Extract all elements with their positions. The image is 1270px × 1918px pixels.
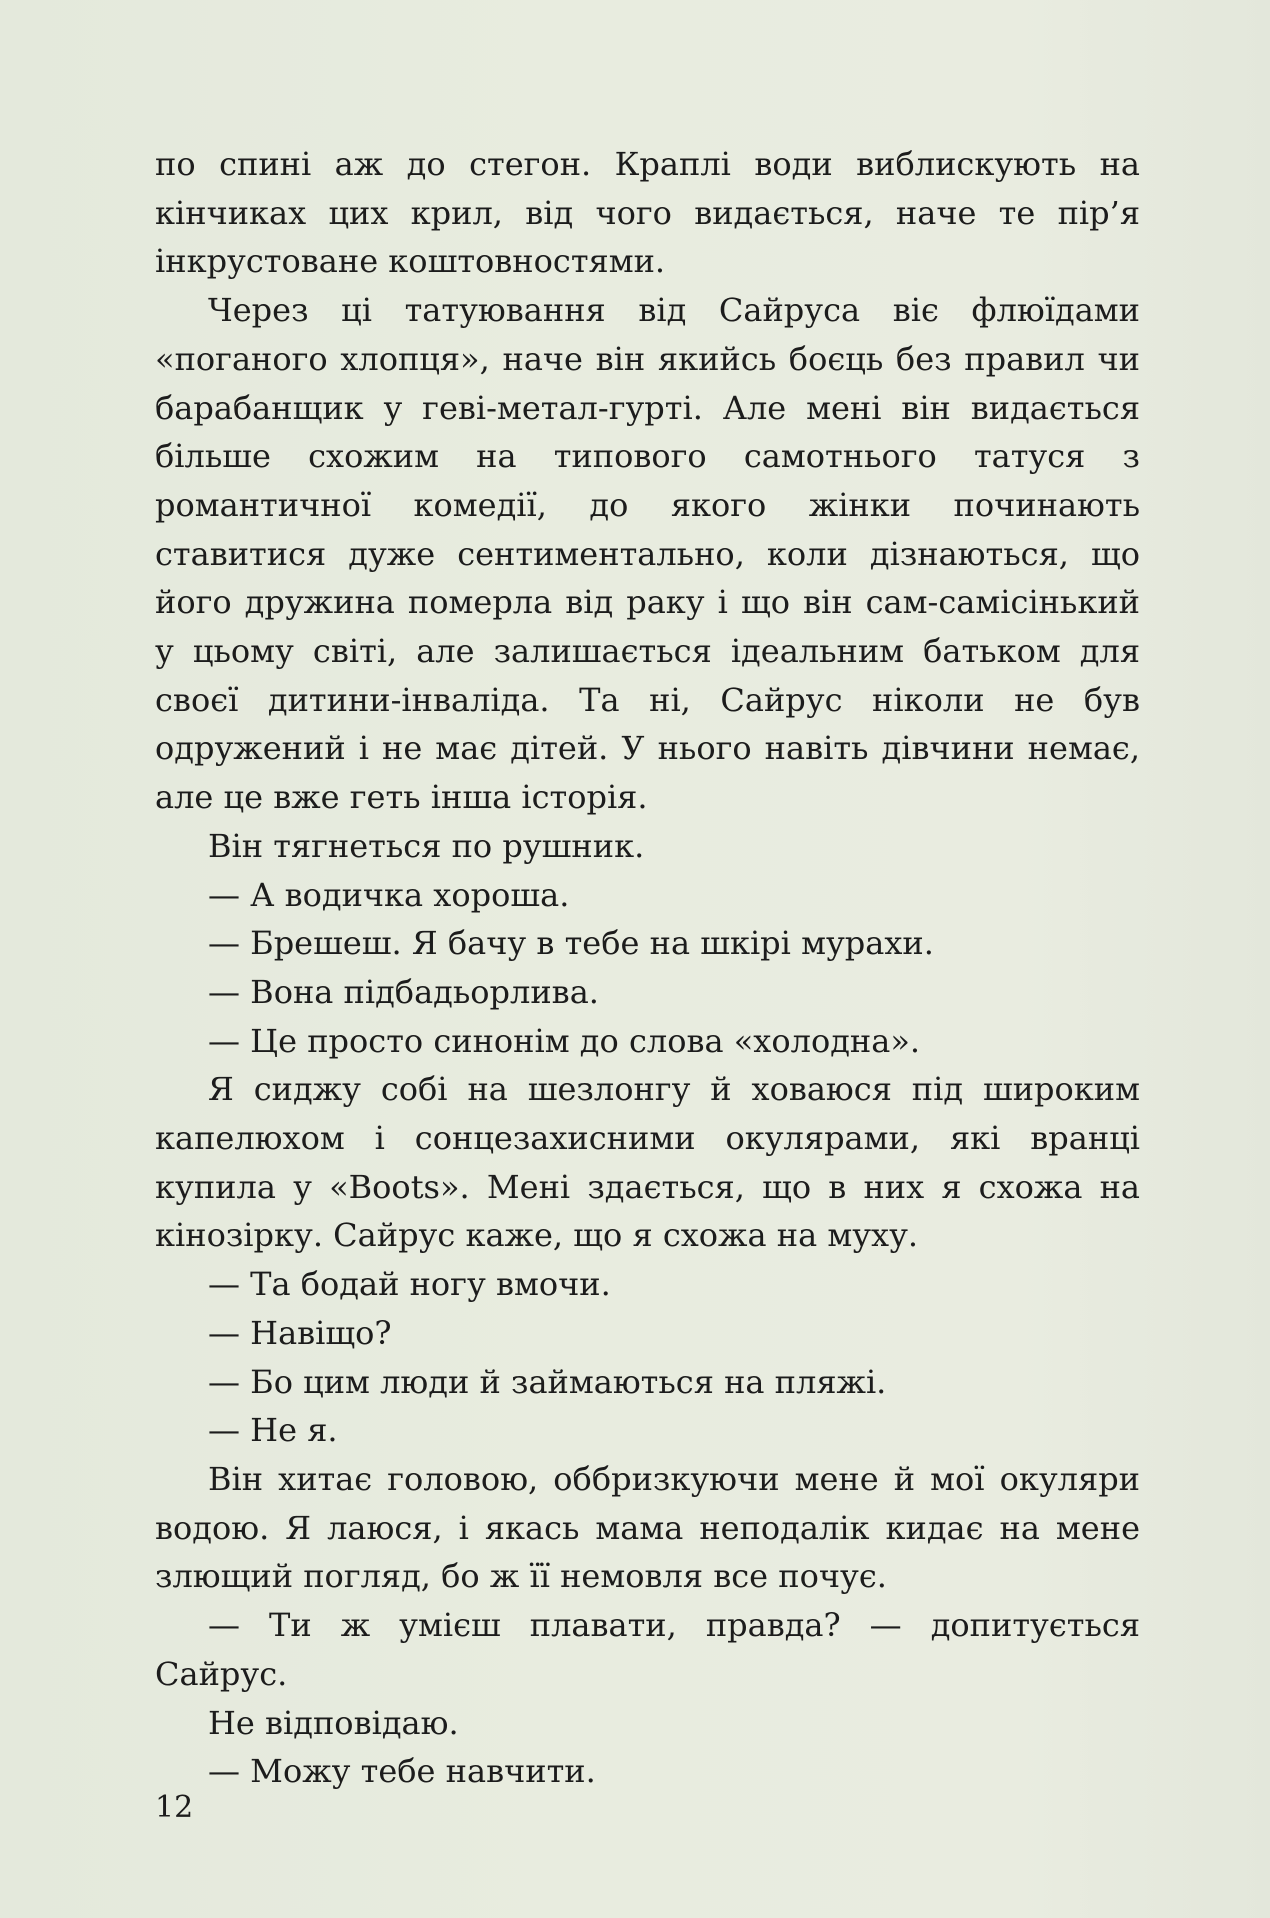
paragraph-towel: Він тягнеться по рушник. (208, 826, 645, 865)
paragraph-no-answer: Не відповідаю. (208, 1703, 459, 1742)
dialogue-line: — Навіщо? (208, 1313, 392, 1352)
paragraph-tattoos: Через ці татуювання від Сайруса віє флюїдами «поганого хлопця», наче він якийсь боєць без правил чи барабанщик у геві-метал-гурті. Але мені він видається більше схожим на типового самотнього татуся з романтичної комедії, до якого жінки починають ставитися дуже сентиментально, коли дізнаються, що його дружина померла від раку і що він сам-самісінький у цьому світі, але залишається ідеальним батьком для своєї дитини-інваліда. Та ні, Сайрус ніколи не був одружений і не має дітей. У нього навіть дівчини немає, але це вже геть інша історія. (155, 291, 1140, 817)
page-text (155, 140, 1140, 1796)
dialogue-line: — Бо цим люди й займаються на пляжі. (208, 1362, 887, 1401)
dialogue-line: — Та бодай ногу вмочи. (208, 1265, 611, 1304)
dialogue-line: — Ти ж умієш плавати, правда? — допитується Сайрус. (155, 1606, 1140, 1693)
dialogue-line: — А водичка хороша. (208, 875, 570, 914)
page-number: 12 (155, 1790, 194, 1825)
paragraph-head-shake: Він хитає головою, оббризкуючи мене й мої окуляри водою. Я лаюся, і якась мама неподалік кидає на мене злющий погляд, бо ж її немовля все почує. (155, 1459, 1140, 1596)
paragraph-continuation: по спині аж до стегон. Краплі води виблискують на кінчиках цих крил, від чого видається, наче те пір’я інкрустоване коштовностями. (155, 145, 1140, 281)
dialogue-line: — Не я. (208, 1411, 338, 1450)
dialogue-line: — Можу тебе навчити. (208, 1752, 596, 1791)
dialogue-line: — Брешеш. Я бачу в тебе на шкірі мурахи. (208, 924, 934, 963)
paragraph-deckchair: Я сиджу собі на шезлонгу й ховаюся під широким капелюхом і сонцезахисними окулярами, які вранці купила у «Boots». Мені здається, що в них я схожа на кінозірку. Сайрус каже, що я схожа на муху. (155, 1070, 1140, 1255)
dialogue-line: — Вона підбадьорлива. (208, 972, 599, 1011)
dialogue-line: — Це просто синонім до слова «холодна». (208, 1021, 921, 1060)
